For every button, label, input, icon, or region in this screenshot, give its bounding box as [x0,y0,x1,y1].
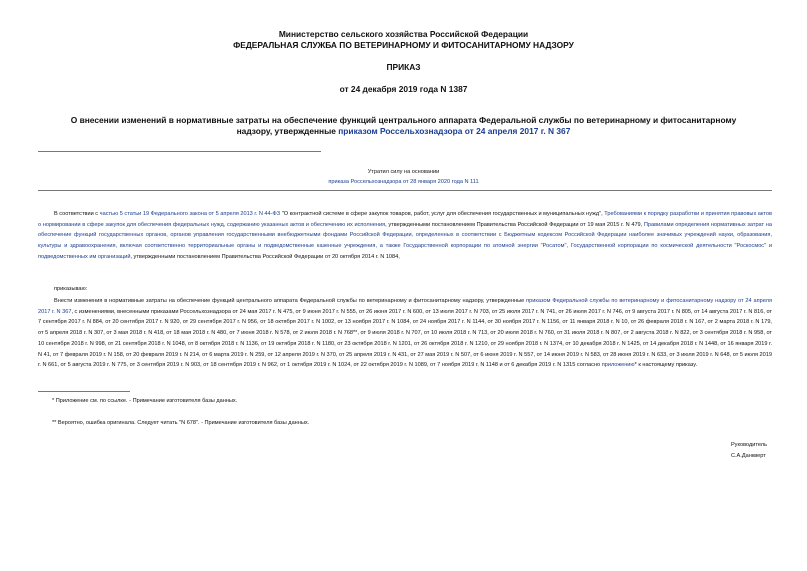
intro-text-1: В соответствии с [54,211,100,217]
footnote-1: * Приложение см. по ссылке. - Примечание изготовителя базы данных. [52,398,238,404]
title-divider [38,151,321,152]
signature-name: С.А.Данкверт [730,453,766,459]
order-word: приказываю: [54,286,88,292]
intro-text-3: , утвержденными постановлением Правительства Российской Федерации от 19 мая 2015 г. N 479, [385,221,644,228]
title-line-2-text: надзору, утвержденные [236,126,339,136]
title-order-link[interactable]: приказом Россельхознадзора от 24 апреля 2017 г. N 367 [338,126,571,136]
main-paragraph [38,296,772,371]
status-note [0,169,807,185]
law-link[interactable]: частью 5 статьи 19 Федерального закона от 5 апреля 2013 г. N 44-ФЗ [99,211,281,217]
signature-block [731,440,767,462]
rules-link[interactable]: Правилами определения нормативных затрат на обеспечение функций государственных органов, органов управления государственными внебюджетными фондами Российской Федерации, определенных в соответствии с Бюджетным кодексом Российской Федерации наиболее значимых учреждений науки, образования, культуры и здравоохранения, включая соответственно территориальные органы и подведомственные казенные учреждения, а также Государственной корпорации по атомной энергии "Росатом", Государственной корпорации по космической деятельности "Роскосмос" и подведомственных им организаций [38,221,772,260]
main-text-2: , с изменениями, внесенными приказами Россельхознадзора от 24 мая 2017 г. N 475, от 9 июня 2017 г. N 555, от 26 июня 2017 г. N 600, от 13 июля 2017 г. N 703, от 25 июля 2017 г. N 741, от 26 июля 2017 г. N 746, от 9 августа 2017 г. N 805, от 14 августа 2017 г. N 816, от 7 сентября 2017 г. N 884, от 20 сентября 2017 г. N 920, от 29 сентября 2017 г. N 956, от 18 октября 2017 г. N 1002, от 13 ноября 2017 г. N 1084, от 24 ноября 2017 г. N 1144, от 30 ноября 2017 г. N 1156, от 11 января 2018 г. N 10, от 26 февраля 2018 г. N 167, от 2 марта 2018 г. N 179, от 5 апреля 2018 г. N 307, от 3 мая 2018 г. N 418, от 18 мая 2018 г. N 480, от 7 июня 2018 г. N 578, от 2 июля 2018 г. N 768**, от 9 июля 2018 г. N 707, от 10 июля 2018 г. N 713, от 20 июля 2018 г. N 760, от 31 июля 2018 г. N 807, от 2 августа 2018 г. N 822, от 3 сентября 2018 г. N 958, от 10 сентября 2018 г. N 998, от 21 сентября 2018 г. N 1048, от 8 октября 2018 г. N 1136, от 19 октября 2018 г. N 1180, от 23 октября 2018 г. N 1201, от 26 октября 2018 г. N 1210, от 29 ноября 2018 г. N 1374, от 10 декабря 2018 г. N 1425, от 14 декабря 2018 г. N 1448, от 16 января 2019 г. N 41, от 7 февраля 2019 г. N 158, от 20 февраля 2019 г. N 214, от 6 марта 2019 г. N 259, от 12 апреля 2019 г. N 370, от 25 апреля 2019 г. N 431, от 27 мая 2019 г. N 507, от 6 июня 2019 г. N 557, от 14 июня 2019 г. N 583, от 28 июня 2019 г. N 633, от 3 июля 2019 г. N 648, от 5 июля 2019 г. N 661, от 5 августа 2019 г. N 775, от 3 сентября 2019 г. N 903, от 18 сентября 2019 г. N 962, от 1 октября 2019 г. N 1024, от 22 октября 2019 г. N 1089, от 7 ноября 2019 г. N 1148 и от 6 декабря 2019 г. N 1315 согласно [38,308,772,369]
service-name: ФЕДЕРАЛЬНАЯ СЛУЖБА ПО ВЕТЕРИНАРНОМУ И ФИТОСАНИТАРНОМУ НАДЗОРУ [233,40,574,50]
footnote-2: ** Вероятно, ошибка оригинала. Следует читать "N 678". - Примечание изготовителя базы данных. [52,420,310,426]
ministry-name: Министерство сельского хозяйства Российской Федерации [278,29,529,39]
footnote-divider [38,391,130,392]
intro-text-2: "О контрактной системе в сфере закупок товаров, работ, услуг для обеспечения государственных и муниципальных нужд", [280,211,605,217]
main-text-3: * к настоящему приказу. [634,362,698,369]
status-divider [38,190,772,191]
title-line-2 [0,126,807,136]
appendix-link[interactable]: приложению [601,362,635,369]
intro-text-4: , утвержденными постановлением Правительства Российской Федерации от 20 октября 2014 г. N 1084, [130,253,400,260]
base-order-link[interactable]: приказом Федеральной службы по ветеринарному и фитосанитарному надзору от 24 апреля 2017 г. N 367 [38,298,772,315]
main-text-1: Внести изменения в нормативные затраты на обеспечение функций центрального аппарата Федеральной службы по ветеринарному и фитосанитарному надзору, утвержденные [54,298,527,304]
document-type: ПРИКАЗ [386,62,421,72]
requirements-link[interactable]: Требованиями к порядку разработки и принятия правовых актов о нормировании в сфере закупок для обеспечения федеральных нужд, содержанию указанных актов и обеспечению их исполнения [38,211,773,228]
document-title [0,115,807,136]
status-text: Утратил силу на основании [367,169,440,175]
intro-paragraph [38,209,772,263]
status-repeal-link[interactable]: приказа Россельхознадзора от 28 января 2020 года N 111 [328,179,479,185]
document-date: от 24 декабря 2019 года N 1387 [339,84,468,94]
title-line-1: О внесении изменений в нормативные затраты на обеспечение функций центрального аппарата Федеральной службы по ветеринарному и фитосанитарному [70,115,737,125]
signature-role: Руководитель [730,442,767,448]
